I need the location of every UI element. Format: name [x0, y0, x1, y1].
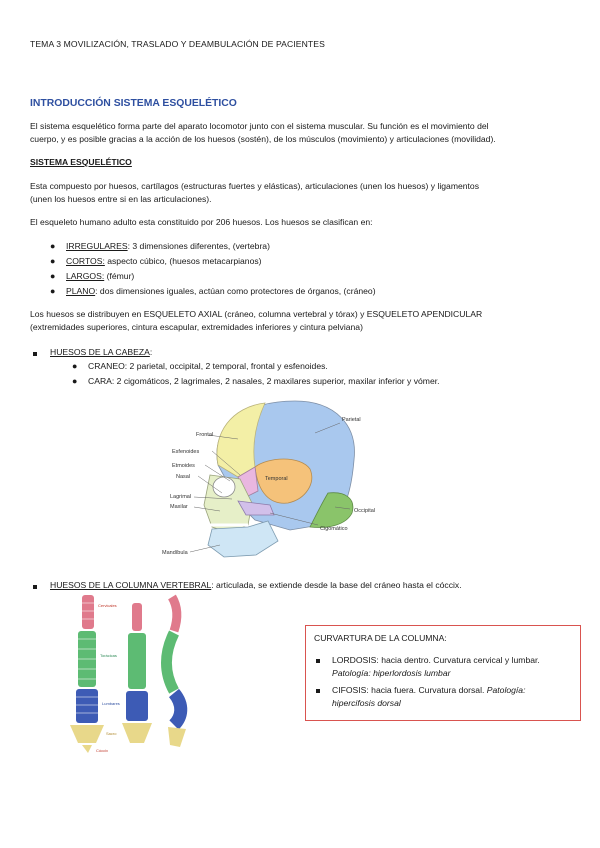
- distribucion-paragraph: [30, 308, 575, 335]
- lordosis-text: : hacia dentro. Curvatura cervical y lumbar.: [376, 655, 540, 665]
- compuesto-line-1: Esta compuesto por huesos, cartílagos (estructuras fuertes y elásticas), articulaciones (unen los huesos) y ligamentos: [30, 181, 479, 191]
- list-item: [48, 240, 568, 255]
- list-item: [70, 360, 590, 375]
- skull-illustration: [160, 395, 410, 565]
- distribucion-line-2: (extremidades superiores, cintura escapular, extremidades inferiores y cintura pelviana): [30, 322, 363, 333]
- document-header: TEMA 3 MOVILIZACIÓN, TRASLADO Y DEAMBULACIÓN DE PACIENTES: [30, 39, 325, 49]
- bullet-icon: ●: [72, 361, 78, 371]
- columna-label: HUESOS DE LA COLUMNA VERTEBRAL: [50, 580, 212, 590]
- bullet-icon: ●: [50, 286, 56, 296]
- label-sacro: Sacro: [106, 731, 117, 736]
- section-title: INTRODUCCIÓN SISTEMA ESQUELÉTICO: [30, 98, 237, 109]
- cabeza-suffix: :: [149, 347, 153, 357]
- cifosis-text: : hacia fuera. Curvatura dorsal.: [366, 684, 487, 695]
- label-lagrimal: Lagrimal: [170, 494, 192, 500]
- spine-illustration: [60, 593, 220, 755]
- columna-heading: [50, 579, 580, 592]
- distribucion-line-1: Los huesos se distribuyen en ESQUELETO AXIAL (cráneo, columna vertebral y tórax) y ESQUELETO APENDICULAR: [30, 309, 483, 319]
- label-coccix: Cóccix: [96, 748, 109, 753]
- cabeza-label: HUESOS DE LA CABEZA: [50, 347, 150, 357]
- square-bullet-icon: [33, 585, 37, 589]
- adulto-paragraph: El esqueleto humano adulto esta constituido por 206 huesos. Los huesos se clasifican en:: [30, 217, 373, 227]
- bullet-icon: ●: [72, 376, 78, 386]
- label-cervicales: Cervicales: [98, 603, 117, 608]
- lordosis-label: LORDOSIS: [332, 655, 377, 665]
- bone-type-label: CORTOS:: [66, 256, 105, 266]
- intro-line-2: cuerpo, y es posible gracias a la acción de los huesos (sostén), de los músculos (movimiento) y articulaciones (movilidad).: [30, 134, 496, 145]
- label-frontal: Frontal: [196, 432, 214, 438]
- label-cigomatico: Cigomático: [320, 526, 348, 532]
- square-bullet-icon: [316, 689, 320, 693]
- bone-types-list: [48, 240, 568, 300]
- list-item: [70, 375, 590, 390]
- curvatura-list: [314, 654, 564, 713]
- cabeza-item-cara: CARA: 2 cigomáticos, 2 lagrimales, 2 nasales, 2 maxilares superior, maxilar inferior y vómer.: [88, 376, 440, 386]
- square-bullet-icon: [316, 659, 320, 663]
- list-item: [48, 270, 568, 285]
- label-mandibula: Mandíbula: [162, 550, 188, 556]
- intro-line-1: El sistema esquelético forma parte del aparato locomotor junto con el sistema muscular. Su función es el movimiento del: [30, 121, 489, 131]
- cabeza-list: [70, 360, 590, 390]
- bone-type-label: PLANO: [66, 286, 96, 296]
- bone-type-text: aspecto cúbico, (huesos metacarpianos): [104, 256, 262, 266]
- label-nasal: Nasal: [176, 474, 191, 480]
- bone-type-text: (fémur): [104, 271, 135, 281]
- bone-type-text: : dos dimensiones iguales, actúan como protectores de órganos, (cráneo): [95, 286, 376, 296]
- label-occipital: Occipital: [354, 508, 376, 514]
- curvatura-box: [305, 625, 581, 721]
- spine-side-view: [167, 597, 187, 747]
- cabeza-item-craneo: CRANEO: 2 parietal, occipital, 2 temporal, frontal y esfenoides.: [88, 361, 328, 371]
- intro-paragraph: [30, 120, 575, 147]
- curvatura-title: CURVARTURA DE LA COLUMNA:: [314, 633, 447, 643]
- bone-type-label: IRREGULARES: [66, 241, 128, 251]
- bone-type-label: LARGOS:: [66, 271, 105, 281]
- label-toracicas: Torácicas: [100, 653, 117, 658]
- label-temporal: Temporal: [265, 476, 288, 482]
- spine-back-view: [122, 603, 152, 743]
- compuesto-paragraph: [30, 180, 575, 207]
- cifosis-label: CIFOSIS: [332, 684, 367, 695]
- list-item: [314, 684, 564, 711]
- bone-type-text: : 3 dimensiones diferentes, (vertebra): [127, 241, 270, 251]
- list-item: [314, 654, 564, 681]
- lordosis-pathology: Patología: hiperlordosis lumbar: [332, 668, 451, 679]
- list-item: [48, 255, 568, 270]
- bullet-icon: ●: [50, 256, 56, 266]
- label-parietal: Parietal: [342, 417, 361, 423]
- cifosis-pathology: Patología: hipercifosis dorsal: [332, 684, 526, 708]
- label-etmoides: Etmoides: [172, 463, 195, 469]
- orbit: [213, 477, 235, 497]
- compuesto-line-2: (unen los huesos entre si en las articulaciones).: [30, 194, 212, 205]
- square-bullet-icon: [33, 352, 37, 356]
- list-item: [48, 285, 568, 300]
- label-lumbares: Lumbares: [102, 701, 120, 706]
- label-esfenoides: Esfenoides: [172, 449, 200, 455]
- spine-front-view: [70, 595, 104, 753]
- subsection-title: SISTEMA ESQUELÉTICO: [30, 157, 132, 167]
- bullet-icon: ●: [50, 271, 56, 281]
- bullet-icon: ●: [50, 241, 56, 251]
- label-maxilar: Maxilar: [170, 504, 188, 510]
- cabeza-heading: [50, 346, 152, 359]
- columna-text: : articulada, se extiende desde la base del cráneo hasta el cóccix.: [211, 580, 462, 590]
